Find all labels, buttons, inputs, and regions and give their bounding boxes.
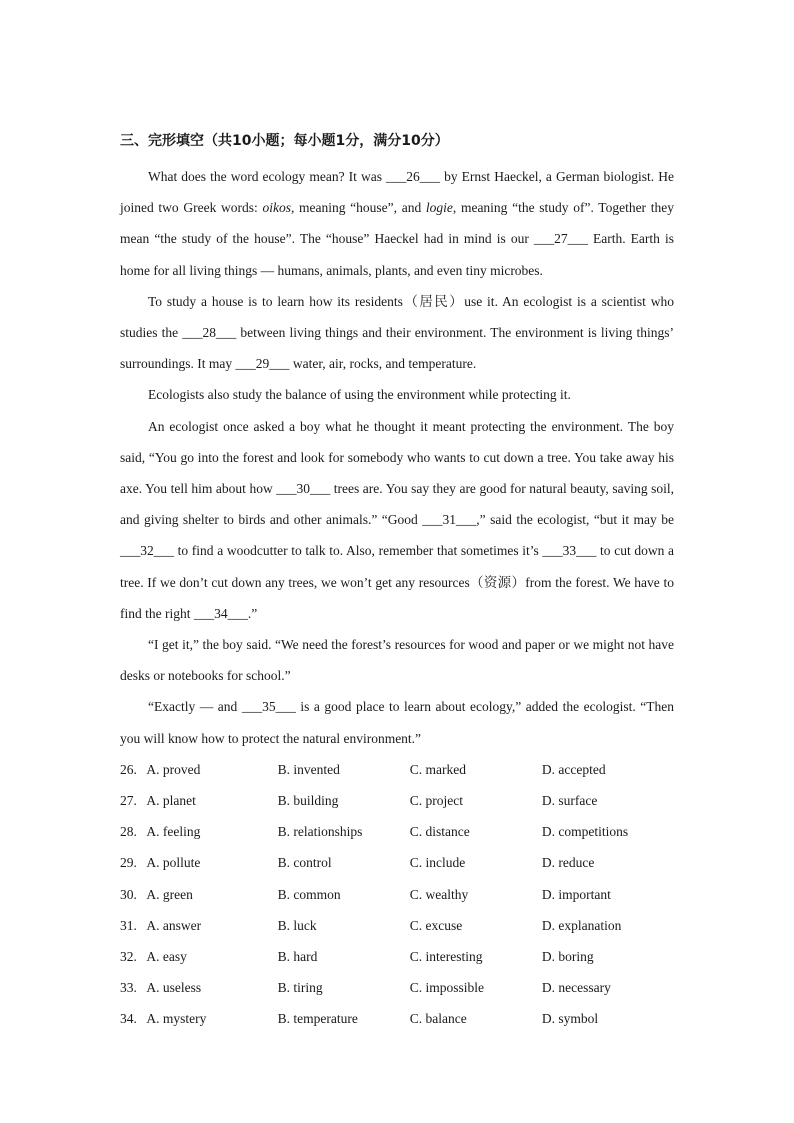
question-row [120,1003,674,1034]
option-a: A. pollute [146,855,201,871]
section-heading: 三、完形填空（共10小题；每小题1分，满分10分） [120,133,449,149]
paragraph-text: What does the word ecology mean? It was ___26___ by Ernst Haeckel, a German biologist. He joined two Greek words: [120,169,674,216]
option-d: D. surface [541,793,598,809]
passage-paragraph [120,629,674,691]
question-row [120,972,674,1003]
option-c: C. project [409,793,463,809]
option-b: B. tiring [277,980,323,996]
option-b: B. common [277,886,341,902]
option-c: C. excuse [409,917,463,933]
option-b: B. temperature [277,1011,358,1027]
question-row [120,754,674,785]
option-b: B. control [277,855,332,871]
option-c: C. include [409,855,466,871]
question-row [120,941,674,972]
option-c: C. impossible [409,980,484,996]
question-row [120,816,674,847]
paragraph-text: , meaning “house”, and [290,200,426,216]
passage-paragraph [120,161,674,286]
question-number: 30. [120,886,137,902]
option-b: B. relationships [277,824,363,840]
option-d: D. necessary [541,980,611,996]
paragraph-text: logie [425,200,453,216]
passage-paragraph [120,379,674,410]
passage-paragraph [120,286,674,380]
question-number: 33. [120,980,137,996]
option-a: A. green [146,886,193,902]
option-a: A. mystery [146,1011,207,1027]
option-d: D. reduce [541,855,595,871]
question-number: 29. [120,855,137,871]
option-c: C. distance [409,824,470,840]
passage-paragraph [120,411,674,629]
option-c: C. wealthy [409,886,469,902]
option-d: D. accepted [541,761,606,777]
question-number: 26. [120,761,137,777]
option-a: A. proved [146,761,201,777]
option-c: C. interesting [409,948,483,964]
paragraph-text: “I get it,” the boy said. “We need the forest’s resources for wood and paper or we might not have desks or notebooks for school.” [120,637,674,684]
option-d: D. competitions [541,824,629,840]
option-a: A. answer [146,917,202,933]
option-b: B. invented [277,761,340,777]
question-row [120,785,674,816]
option-a: A. useless [146,980,202,996]
option-d: D. important [541,886,611,902]
paragraph-text: oikos [262,200,291,216]
option-c: C. balance [409,1011,467,1027]
question-options [120,754,674,1035]
option-d: D. explanation [541,917,622,933]
option-a: A. planet [146,793,196,809]
exam-page [120,130,674,1035]
option-d: D. boring [541,948,594,964]
question-number: 28. [120,824,137,840]
option-d: D. symbol [541,1011,599,1027]
option-b: B. luck [277,917,317,933]
passage [120,161,674,754]
option-b: B. hard [277,948,318,964]
question-number: 34. [120,1011,137,1027]
passage-paragraph [120,691,674,753]
question-number: 27. [120,793,137,809]
option-c: C. marked [409,761,466,777]
question-row [120,910,674,941]
paragraph-text: To study a house is to learn how its residents（居民）use it. An ecologist is a scientist who studies the ___28___ between living things and their environment. The environment is living things’ surroundings. It may ___29___ water, air, rocks, and temperature. [120,293,674,372]
paragraph-text: , meaning “the study of”. Together they mean “the study of the house”. The “house” Haeckel had in mind is our ___27___ Earth. Earth is home for all living things — humans, animals, plants, and even tiny microbes. [120,200,674,278]
paragraph-text: “Exactly — and ___35___ is a good place to learn about ecology,” added the ecologist. “Then you will know how to protect the natural environment.” [120,699,674,746]
question-row [120,847,674,878]
paragraph-text: Ecologists also study the balance of using the environment while protecting it. [148,387,571,403]
option-b: B. building [277,793,339,809]
question-number: 32. [120,948,137,964]
question-number: 31. [120,917,137,933]
option-a: A. easy [146,948,187,964]
paragraph-text: An ecologist once asked a boy what he thought it meant protecting the environment. The boy said, “You go into the forest and look for somebody who wants to cut down a tree. You take away his axe. You tell him about how ___30___ trees are. You say they are good for natural beauty, saving soil, and giving shelter to birds and other animals.” “Good ___31___,” said the ecologist, “but it may be ___32___ to find a woodcutter to talk to. Also, remember that sometimes it’s ___33___ to cut down a tree. If we don’t cut down any trees, we won’t get any resources（资源）from the forest. We have to find the right ___34___.” [120,418,674,621]
question-row [120,879,674,910]
option-a: A. feeling [146,824,201,840]
